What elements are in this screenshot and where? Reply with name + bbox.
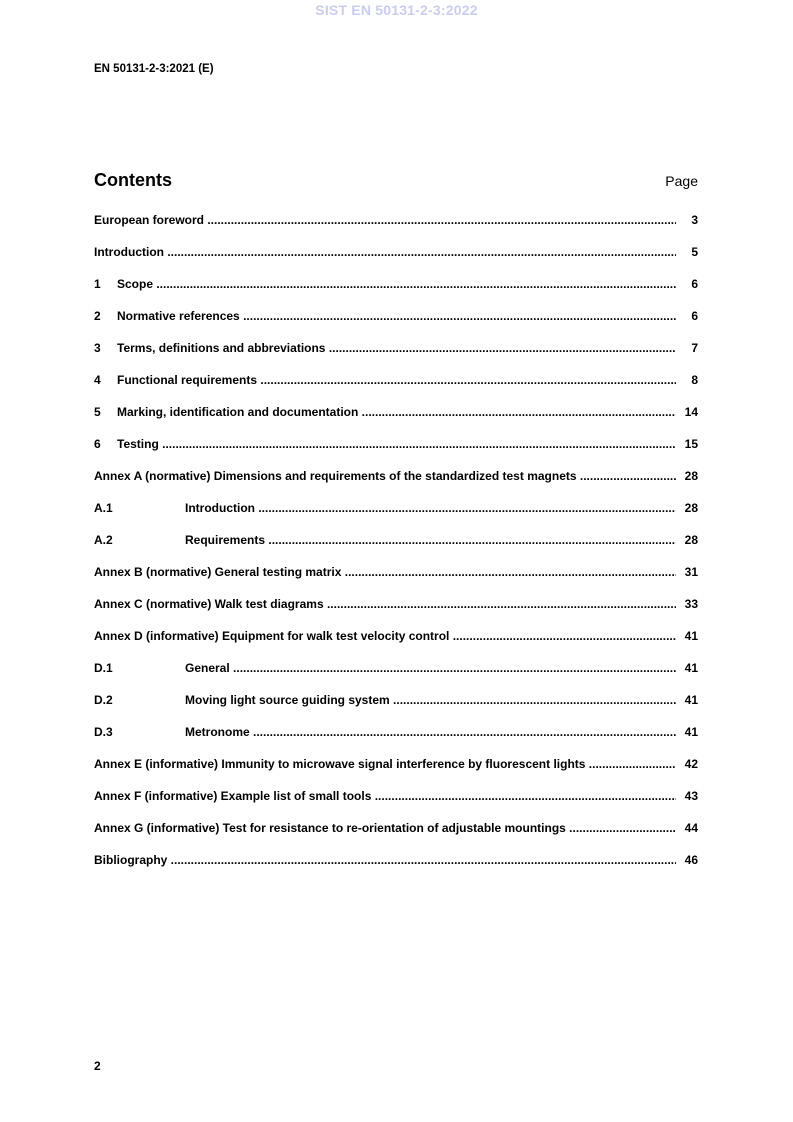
toc-entry[interactable] (94, 596, 698, 628)
toc-entry-title (94, 308, 676, 324)
toc-entry[interactable] (94, 692, 698, 724)
toc-entry[interactable] (94, 500, 698, 532)
toc-entry-text: Annex E (informative) Immunity to microwave signal interference by fluorescent lights (94, 757, 586, 771)
toc-entry-text: Scope (117, 277, 154, 291)
toc-entry-number: 6 (94, 437, 101, 451)
toc-entry[interactable] (94, 788, 698, 820)
page-column-label: Page (665, 173, 698, 189)
toc-entry-page: 8 (691, 373, 698, 387)
toc-entry-text: Introduction (185, 501, 255, 515)
toc-entry-title (94, 756, 676, 772)
toc-entry[interactable] (94, 756, 698, 788)
toc-entry-title (94, 692, 676, 708)
toc-entry-number: 3 (94, 341, 101, 355)
toc-entry[interactable] (94, 564, 698, 596)
toc-entry-title (94, 372, 676, 388)
toc-entry[interactable] (94, 308, 698, 340)
toc-entry-page: 41 (684, 661, 698, 675)
toc-entry-title (94, 340, 676, 356)
toc-entry-page: 41 (684, 629, 698, 643)
toc-entry-title (94, 788, 676, 804)
toc-entry-text: Annex C (normative) Walk test diagrams (94, 597, 324, 611)
toc-entry-page: 15 (684, 437, 698, 451)
toc-entry[interactable] (94, 372, 698, 404)
toc-entry-page: 28 (684, 469, 698, 483)
toc-entry-title (94, 436, 676, 452)
toc-entry-text: General (185, 661, 230, 675)
toc-entry-number: D.2 (94, 693, 113, 707)
toc-entry[interactable] (94, 340, 698, 372)
toc-entry-text: Metronome (185, 725, 250, 739)
toc-entry-page: 14 (684, 405, 698, 419)
toc-entry-title (94, 500, 676, 516)
toc-entry-page: 42 (684, 757, 698, 771)
toc-entry-page: 28 (684, 533, 698, 547)
toc-entry-title (94, 660, 676, 676)
toc-entry[interactable] (94, 628, 698, 660)
toc-entry[interactable] (94, 532, 698, 564)
toc-entry[interactable] (94, 276, 698, 308)
toc-entry-page: 41 (684, 725, 698, 739)
toc-entry-title (94, 244, 676, 260)
watermark: SIST EN 50131-2-3:2022 (315, 2, 478, 18)
toc-entry-title (94, 820, 676, 836)
toc-entry-page: 33 (684, 597, 698, 611)
toc-entry[interactable] (94, 724, 698, 756)
toc-entry-text: Terms, definitions and abbreviations (117, 341, 326, 355)
toc-entry-number: D.3 (94, 725, 113, 739)
toc-entry-number: 4 (94, 373, 101, 387)
toc-entry[interactable] (94, 468, 698, 500)
toc-entry-title (94, 596, 676, 612)
toc-entry-number: A.1 (94, 501, 113, 515)
page-number: 2 (94, 1059, 101, 1073)
toc-entry[interactable] (94, 244, 698, 276)
toc-entry-number: A.2 (94, 533, 113, 547)
toc-entry-title (94, 212, 676, 228)
toc-entry-text: Annex F (informative) Example list of small tools (94, 789, 372, 803)
toc-entry-number: 2 (94, 309, 101, 323)
toc-entry-text: Requirements (185, 533, 266, 547)
toc-entry[interactable] (94, 660, 698, 692)
toc-entry[interactable] (94, 436, 698, 468)
toc-entry-title (94, 404, 676, 420)
toc-entry-page: 28 (684, 501, 698, 515)
toc-entry-text: Annex A (normative) Dimensions and requirements of the standardized test magnets (94, 469, 577, 483)
toc-entry-number: 5 (94, 405, 101, 419)
toc-entry-page: 3 (691, 213, 698, 227)
toc-entry-title (94, 532, 676, 548)
toc-entry-page: 43 (684, 789, 698, 803)
toc-entry-title (94, 468, 676, 484)
document-reference: EN 50131-2-3:2021 (E) (94, 63, 214, 75)
toc-entry-text: Annex D (informative) Equipment for walk test velocity control (94, 629, 450, 643)
toc-entry-title (94, 564, 676, 580)
toc-entry-page: 6 (691, 277, 698, 291)
toc-entry-text: Annex B (normative) General testing matrix (94, 565, 342, 579)
toc-entry[interactable] (94, 212, 698, 244)
contents-title: Contents (94, 170, 172, 190)
toc-entry-text: Annex G (informative) Test for resistance to re-orientation of adjustable mountings (94, 821, 566, 835)
toc-entry-page: 44 (684, 821, 698, 835)
toc-entry-text: Marking, identification and documentation (117, 405, 359, 419)
toc-entry-page: 7 (691, 341, 698, 355)
toc-entry-number: 1 (94, 277, 101, 291)
toc-entry-text: Testing (117, 437, 159, 451)
toc-entry-text: Functional requirements (117, 373, 258, 387)
toc-entry[interactable] (94, 820, 698, 852)
toc-entry-title (94, 724, 676, 740)
toc-entry-page: 41 (684, 693, 698, 707)
table-of-contents (94, 212, 698, 884)
toc-entry-text: Moving light source guiding system (185, 693, 390, 707)
toc-entry-text: Bibliography (94, 853, 168, 867)
toc-entry-title (94, 628, 676, 644)
toc-entry-page: 31 (684, 565, 698, 579)
toc-entry-page: 46 (684, 853, 698, 867)
toc-entry-title (94, 276, 676, 292)
toc-entry-page: 5 (691, 245, 698, 259)
toc-entry[interactable] (94, 852, 698, 884)
toc-entry-title (94, 852, 676, 868)
toc-entry-text: European foreword (94, 213, 205, 227)
toc-entry-page: 6 (691, 309, 698, 323)
contents-header (94, 170, 698, 192)
toc-entry-text: Normative references (117, 309, 240, 323)
toc-entry-text: Introduction (94, 245, 164, 259)
toc-entry-number: D.1 (94, 661, 113, 675)
toc-entry[interactable] (94, 404, 698, 436)
